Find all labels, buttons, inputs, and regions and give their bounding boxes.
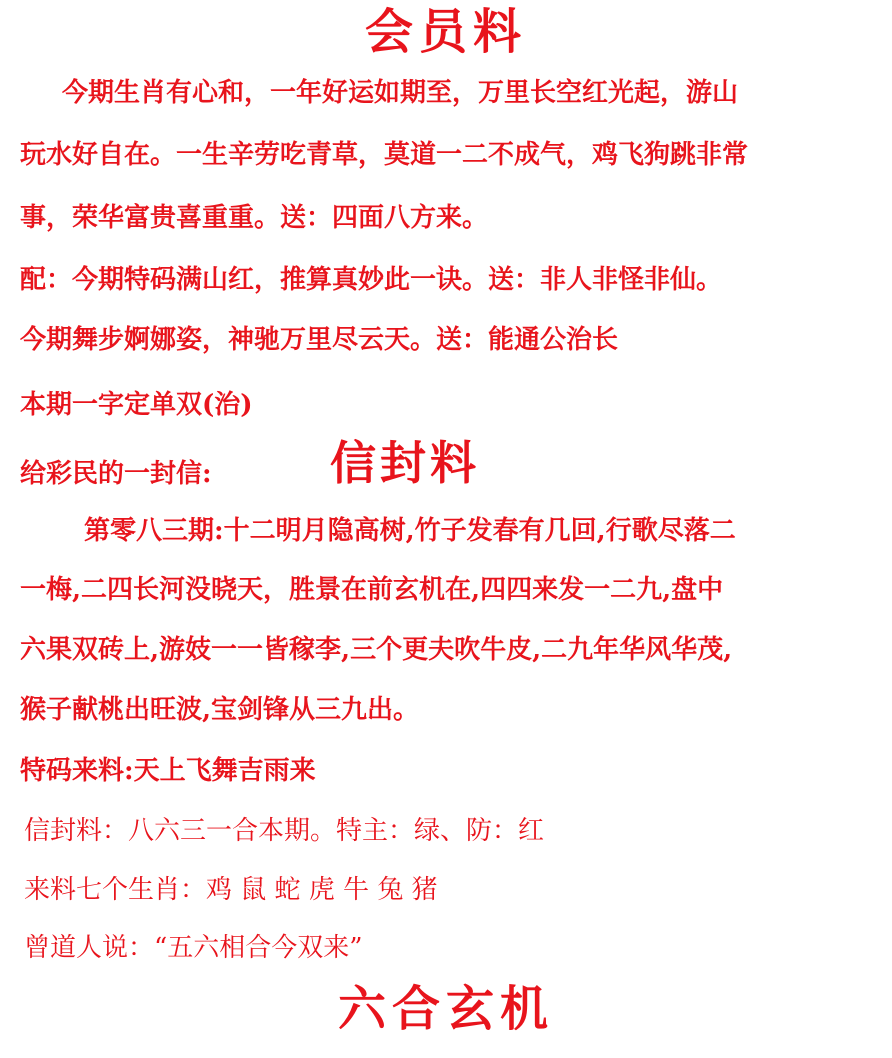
tema-line: 特码来料:天上飞舞吉雨来 — [20, 756, 316, 786]
letter-intro: 给彩民的一封信: — [20, 459, 212, 489]
letter-line-4: 猴子献桃出旺波,宝剑锋从三九出。 — [20, 695, 420, 725]
saying-line: 曾道人说：“五六相合今双来” — [24, 933, 363, 963]
members-line-2: 玩水好自在。一生辛劳吃青草，莫道一二不成气，鸡飞狗跳非常 — [20, 140, 749, 170]
envelope-heading: 信封料 — [330, 436, 480, 490]
members-line-6: 本期一字定单双(治) — [20, 390, 253, 420]
liuhe-heading: 六合玄机 — [337, 981, 554, 1037]
members-heading: 会员料 — [364, 4, 527, 60]
letter-line-3: 六果双砖上,游妓一一皆稼李,三个更夫吹牛皮,二九年华风华茂, — [20, 635, 733, 665]
members-line-5: 今期舞步婀娜姿，神驰万里尽云天。送：能通公治长 — [20, 325, 619, 355]
zodiacs-line: 来料七个生肖：鸡 鼠 蛇 虎 牛 兔 猪 — [24, 875, 438, 905]
envelope-info-line: 信封料：八六三一合本期。特主：绿、防：红 — [24, 816, 545, 846]
letter-line-1: 第零八三期:十二明月隐高树,竹子发春有几回,行歌尽落二 — [84, 516, 736, 546]
members-line-1: 今期生肖有心和，一年好运如期至，万里长空红光起，游山 — [62, 78, 739, 108]
members-line-3: 事，荣华富贵喜重重。送：四面八方来。 — [20, 203, 489, 233]
letter-line-2: 一梅,二四长河没晓天，胜景在前玄机在,四四来发一二九,盘中 — [20, 575, 724, 605]
members-line-4: 配：今期特码满山红，推算真妙此一诀。送：非人非怪非仙。 — [20, 265, 723, 295]
